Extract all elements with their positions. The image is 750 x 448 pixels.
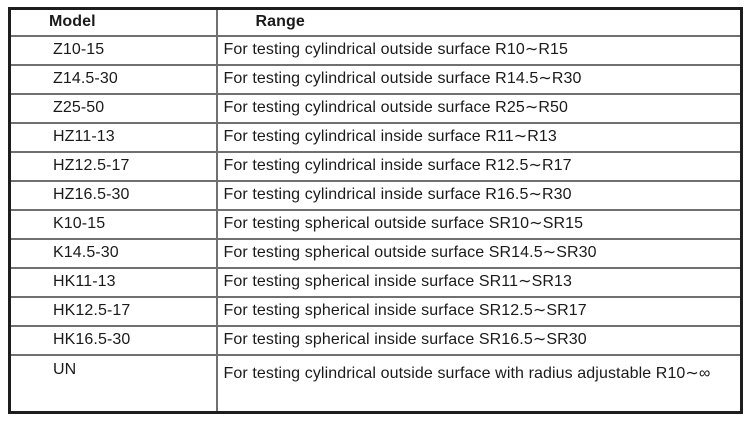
table-row	[10, 181, 742, 210]
range-cell: For testing cylindrical outside surface R14.5∼R30	[217, 65, 742, 94]
range-cell: For testing cylindrical outside surface R10∼R15	[217, 36, 742, 65]
model-range-spec-table	[8, 7, 743, 414]
table-row	[10, 268, 742, 297]
model-cell: Z25-50	[10, 94, 217, 123]
range-cell: For testing spherical inside surface SR12.5∼SR17	[217, 297, 742, 326]
header-row	[10, 9, 742, 36]
model-cell: HK16.5-30	[10, 326, 217, 355]
range-cell: For testing spherical inside surface SR11∼SR13	[217, 268, 742, 297]
range-cell: For testing spherical inside surface SR16.5∼SR30	[217, 326, 742, 355]
table-row	[10, 297, 742, 326]
table-row	[10, 65, 742, 94]
model-cell: HZ11-13	[10, 123, 217, 152]
table-row	[10, 355, 742, 413]
table-row	[10, 210, 742, 239]
table-row	[10, 36, 742, 65]
model-cell: Z14.5-30	[10, 65, 217, 94]
table-row	[10, 239, 742, 268]
range-cell: For testing cylindrical inside surface R12.5∼R17	[217, 152, 742, 181]
model-cell: UN	[10, 355, 217, 413]
range-cell: For testing cylindrical outside surface with radius adjustable R10∼∞	[217, 355, 742, 413]
table-row	[10, 94, 742, 123]
model-column-header: Model	[10, 9, 217, 36]
model-cell: K14.5-30	[10, 239, 217, 268]
table-row	[10, 123, 742, 152]
model-cell: K10-15	[10, 210, 217, 239]
range-cell: For testing spherical outside surface SR10∼SR15	[217, 210, 742, 239]
model-cell: HZ16.5-30	[10, 181, 217, 210]
model-cell: HK11-13	[10, 268, 217, 297]
range-column-header: Range	[217, 9, 742, 36]
table-row	[10, 152, 742, 181]
model-cell: Z10-15	[10, 36, 217, 65]
range-cell: For testing cylindrical inside surface R16.5∼R30	[217, 181, 742, 210]
range-cell: For testing cylindrical outside surface R25∼R50	[217, 94, 742, 123]
table-row	[10, 326, 742, 355]
model-cell: HZ12.5-17	[10, 152, 217, 181]
model-cell: HK12.5-17	[10, 297, 217, 326]
range-cell: For testing spherical outside surface SR14.5∼SR30	[217, 239, 742, 268]
range-cell: For testing cylindrical inside surface R11∼R13	[217, 123, 742, 152]
